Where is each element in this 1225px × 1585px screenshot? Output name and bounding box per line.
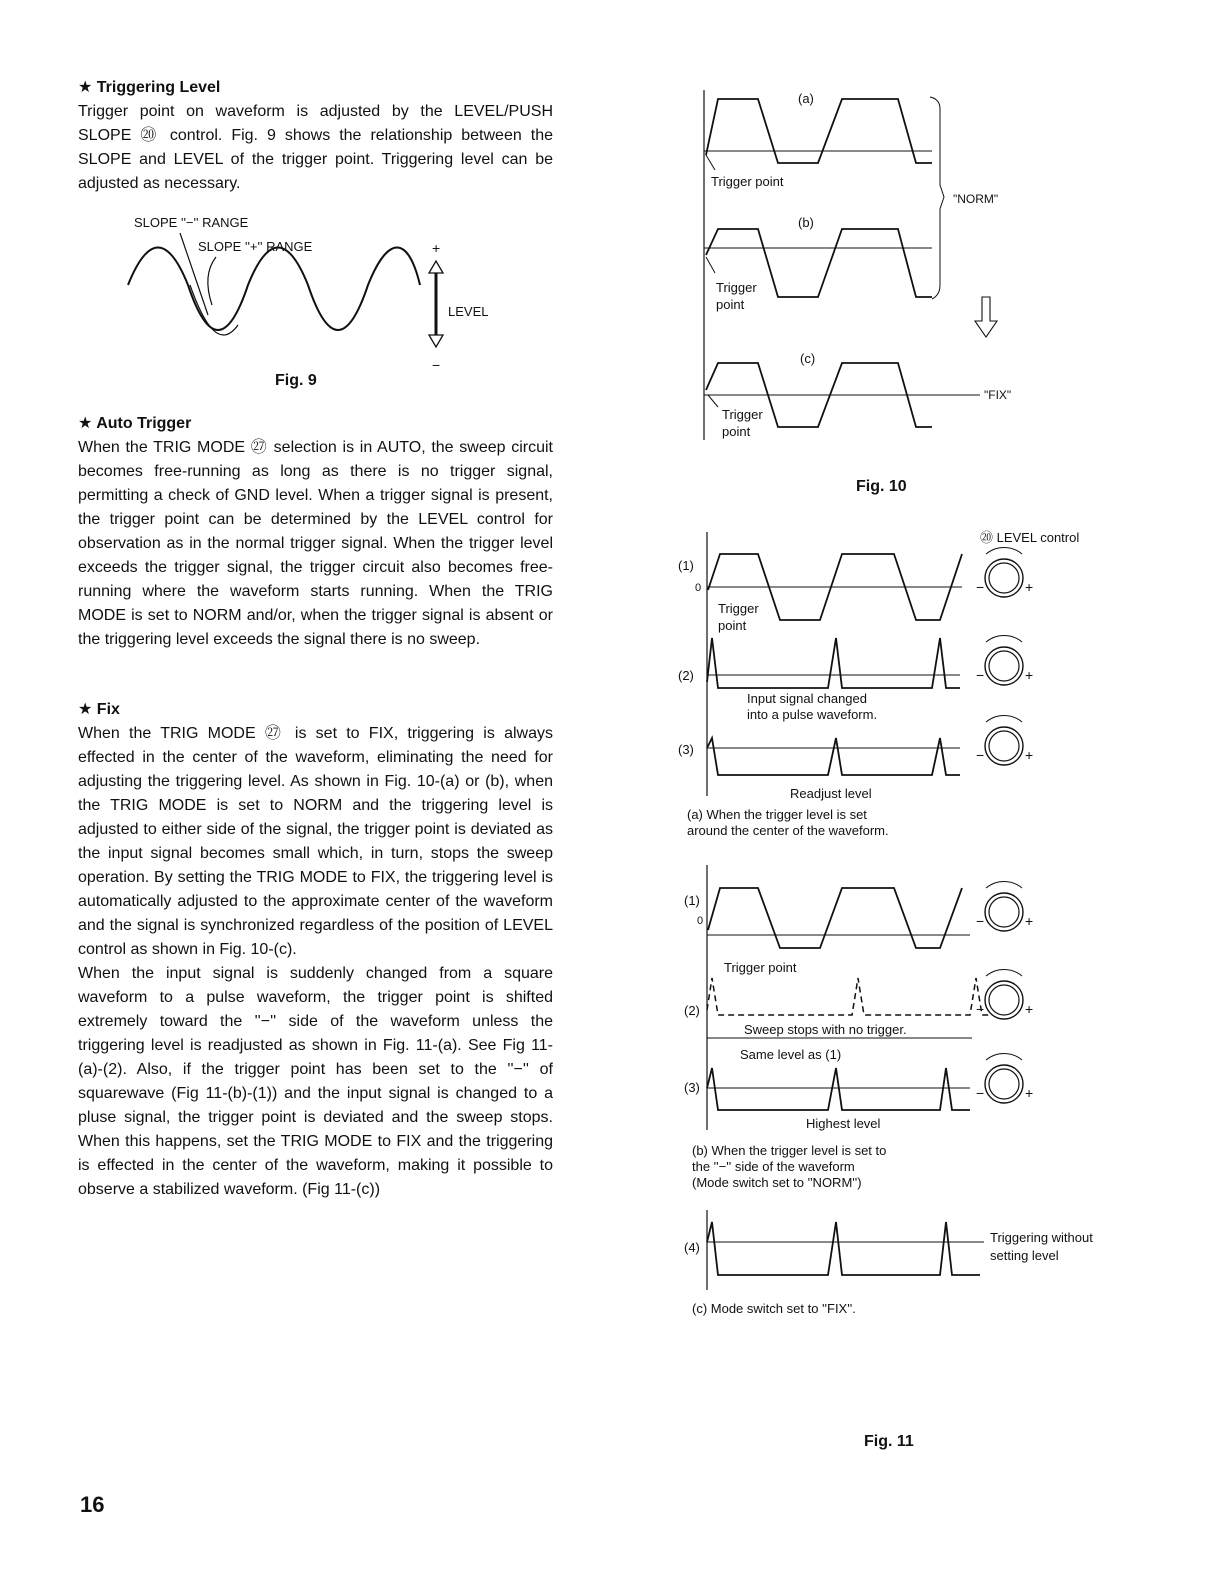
- fig11c-wave: [707, 1222, 980, 1275]
- norm-bracket: [930, 97, 944, 299]
- fig11-caption: Fig. 11: [864, 1433, 914, 1450]
- fig11b-zero: 0: [697, 915, 704, 927]
- fig11a-n2: (2): [678, 668, 694, 683]
- fig11b-caption-1: (b) When the trigger level is set to: [692, 1143, 887, 1158]
- fig10-trigger-c-2: point: [722, 424, 751, 439]
- fig10-label-c: (c): [800, 351, 816, 366]
- knob-plus: +: [1025, 667, 1034, 683]
- fig10-caption: Fig. 10: [856, 478, 907, 495]
- fig10-trigger-b-2: point: [716, 297, 745, 312]
- fig11b-knob-3: [985, 1053, 1023, 1103]
- fig11b-wave-1: [708, 888, 962, 948]
- fig11b-knob-2: [985, 969, 1023, 1019]
- fig9-minus: −: [432, 357, 441, 373]
- fig10-trigger-c-1: Trigger: [722, 407, 763, 422]
- norm-to-fix-arrow: [975, 297, 997, 337]
- fig11b-n3: (3): [684, 1080, 700, 1095]
- triggering-level-paragraph: Trigger point on waveform is adjusted by the LEVEL/PUSH SLOPE ⑳ control. Fig. 9 shows the relationship between the SLOPE and LEVEL of the trigger point. Triggering level can be adjusted as necessary.: [78, 103, 553, 192]
- knob-plus: +: [1025, 1001, 1034, 1017]
- heading-auto-trigger: ★ Auto Trigger: [78, 415, 192, 432]
- fig11a-caption-2: around the center of the waveform.: [687, 823, 889, 838]
- knob-minus: −: [976, 913, 985, 929]
- fix-paragraph-2: When the input signal is suddenly changed from a square waveform to a pulse waveform, the trigger point is shifted extremely toward the ''−'' side of the waveform unless the triggering level is readjusted as shown in Fig. 11-(a). See Fig 11-(a)-(2). Also, if the trigger point has been set to the ''−'' of squarewave (Fig 11-(b)-(1)) and the input signal is changed to a pluse signal, the trigger point is deviated and the sweep stops. When this happens, set the TRIG MODE to FIX and the triggering is effected in the center of the waveform, making it possible to observe a stabilized waveform. (Fig 11-(c)): [78, 965, 553, 1198]
- fig10-pointer-a: [706, 155, 715, 170]
- fig9: [120, 205, 500, 395]
- fig11b-wave-2: [707, 978, 992, 1015]
- heading-fix: ★ Fix: [78, 701, 120, 718]
- fig11b-sweep-stops: Sweep stops with no trigger.: [744, 1022, 907, 1037]
- fig10-trigger-b-1: Trigger: [716, 280, 757, 295]
- fig11b-caption-2: the ''−'' side of the waveform: [692, 1159, 855, 1174]
- fig11a-n3: (3): [678, 742, 694, 757]
- fig9-slope-plus: SLOPE ''+'' RANGE: [198, 239, 313, 254]
- fig11c-caption: (c) Mode switch set to ''FIX''.: [692, 1301, 856, 1316]
- fig11: [640, 520, 1120, 1460]
- fig11a-wave-2: [707, 638, 960, 688]
- fig11a-changed-2: into a pulse waveform.: [747, 707, 878, 722]
- fig11a-changed-1: Input signal changed: [747, 691, 867, 706]
- knob-minus: −: [976, 579, 985, 595]
- knob-minus: −: [976, 1001, 985, 1017]
- fig9-caption: Fig. 9: [275, 372, 317, 389]
- fig11c-triggering-1: Triggering without: [990, 1230, 1093, 1245]
- fig10-wave-a: [706, 99, 932, 163]
- fig10-trigger-point-a: Trigger point: [711, 174, 784, 189]
- fig9-sine-wave: [128, 248, 420, 331]
- fix-paragraph-1: When the TRIG MODE ㉗ is set to FIX, triggering is always effected in the center of the waveform, eliminating the need for adjusting the triggering level. As shown in Fig. 10-(a) or (b), when the TRIG MODE is set to NORM and the triggering level is adjusted to either side of the signal, the trigger point is deviated as the input signal becomes small which, in turn, stops the sweep operation. By setting the TRIG MODE to FIX, the triggering level is automatically adjusted to the approximate center of the waveform and the signal is synchronized regardless of the position of LEVEL control as shown in Fig. 10-(c).: [78, 725, 553, 958]
- fig11a-n1: (1): [678, 558, 694, 573]
- auto-trigger-paragraph: When the TRIG MODE ㉗ selection is in AUTO, the sweep circuit becomes free-running as long as there is no trigger signal, permitting a check of GND level. When a trigger signal is present, the trigger point can be determined by the LEVEL control for observation as in the normal trigger signal. When the trigger level exceeds the trigger signal, the trigger circuit also becomes free-running where the waveform starts running. When the TRIG MODE is set to NORM and/or, when the trigger signal is absent or the triggering level exceeds the signal there is no sweep.: [78, 439, 553, 648]
- fig10-fix: "FIX": [984, 388, 1012, 402]
- fig11a-wave-3: [707, 738, 960, 775]
- knob-minus: −: [976, 667, 985, 683]
- fig11a-caption-1: (a) When the trigger level is set: [687, 807, 867, 822]
- fig11b-n2: (2): [684, 1003, 700, 1018]
- text-column: [78, 76, 553, 196]
- fig11a-readjust: Readjust level: [790, 786, 872, 801]
- fig11c-n4: (4): [684, 1240, 700, 1255]
- knob-plus: +: [1025, 1085, 1034, 1101]
- page-number: 16: [80, 1492, 105, 1517]
- fig10: [640, 85, 1040, 505]
- fig11a-knob-3: [985, 715, 1023, 765]
- fig9-plus: +: [432, 240, 441, 256]
- slope-plus-pointer: [208, 257, 216, 305]
- fig11b-knob-1: [985, 881, 1023, 931]
- knob-plus: +: [1025, 579, 1034, 595]
- fig10-pointer-b: [706, 257, 715, 273]
- fig11b-caption-3: (Mode switch set to ''NORM''): [692, 1175, 862, 1190]
- fix-block: [78, 698, 553, 1202]
- fig11b-same-level: Same level as (1): [740, 1047, 842, 1062]
- fig11b-wave-3: [707, 1068, 970, 1110]
- fig10-pointer-c: [708, 395, 718, 407]
- fig11a-trigger-2: point: [718, 618, 747, 633]
- fig11b-trigger-point: Trigger point: [724, 960, 797, 975]
- knob-plus: +: [1025, 747, 1034, 763]
- knob-minus: −: [976, 1085, 985, 1101]
- knob-minus: −: [976, 747, 985, 763]
- fig11b-highest: Highest level: [806, 1116, 881, 1131]
- auto-trigger-block: [78, 412, 553, 652]
- fig10-label-b: (b): [798, 215, 814, 230]
- fig9-level-label: LEVEL: [448, 304, 489, 319]
- fig10-norm: "NORM": [953, 192, 999, 206]
- fig11-level-control: ⑳ LEVEL control: [980, 530, 1080, 545]
- level-arrow-down: [429, 335, 443, 347]
- fig11c-triggering-2: setting level: [990, 1248, 1059, 1263]
- fig9-slope-minus: SLOPE ''−'' RANGE: [134, 215, 249, 230]
- fig11a-knob-2: [985, 635, 1023, 685]
- fig10-label-a: (a): [798, 91, 814, 106]
- level-arrow-up: [429, 261, 443, 273]
- knob-plus: +: [1025, 913, 1034, 929]
- fig11a-knob-1: [985, 547, 1023, 597]
- fig11b-n1: (1): [684, 893, 700, 908]
- fig11a-trigger-1: Trigger: [718, 601, 759, 616]
- fig11a-zero: 0: [695, 582, 702, 594]
- heading-triggering-level: ★ Triggering Level: [78, 79, 221, 96]
